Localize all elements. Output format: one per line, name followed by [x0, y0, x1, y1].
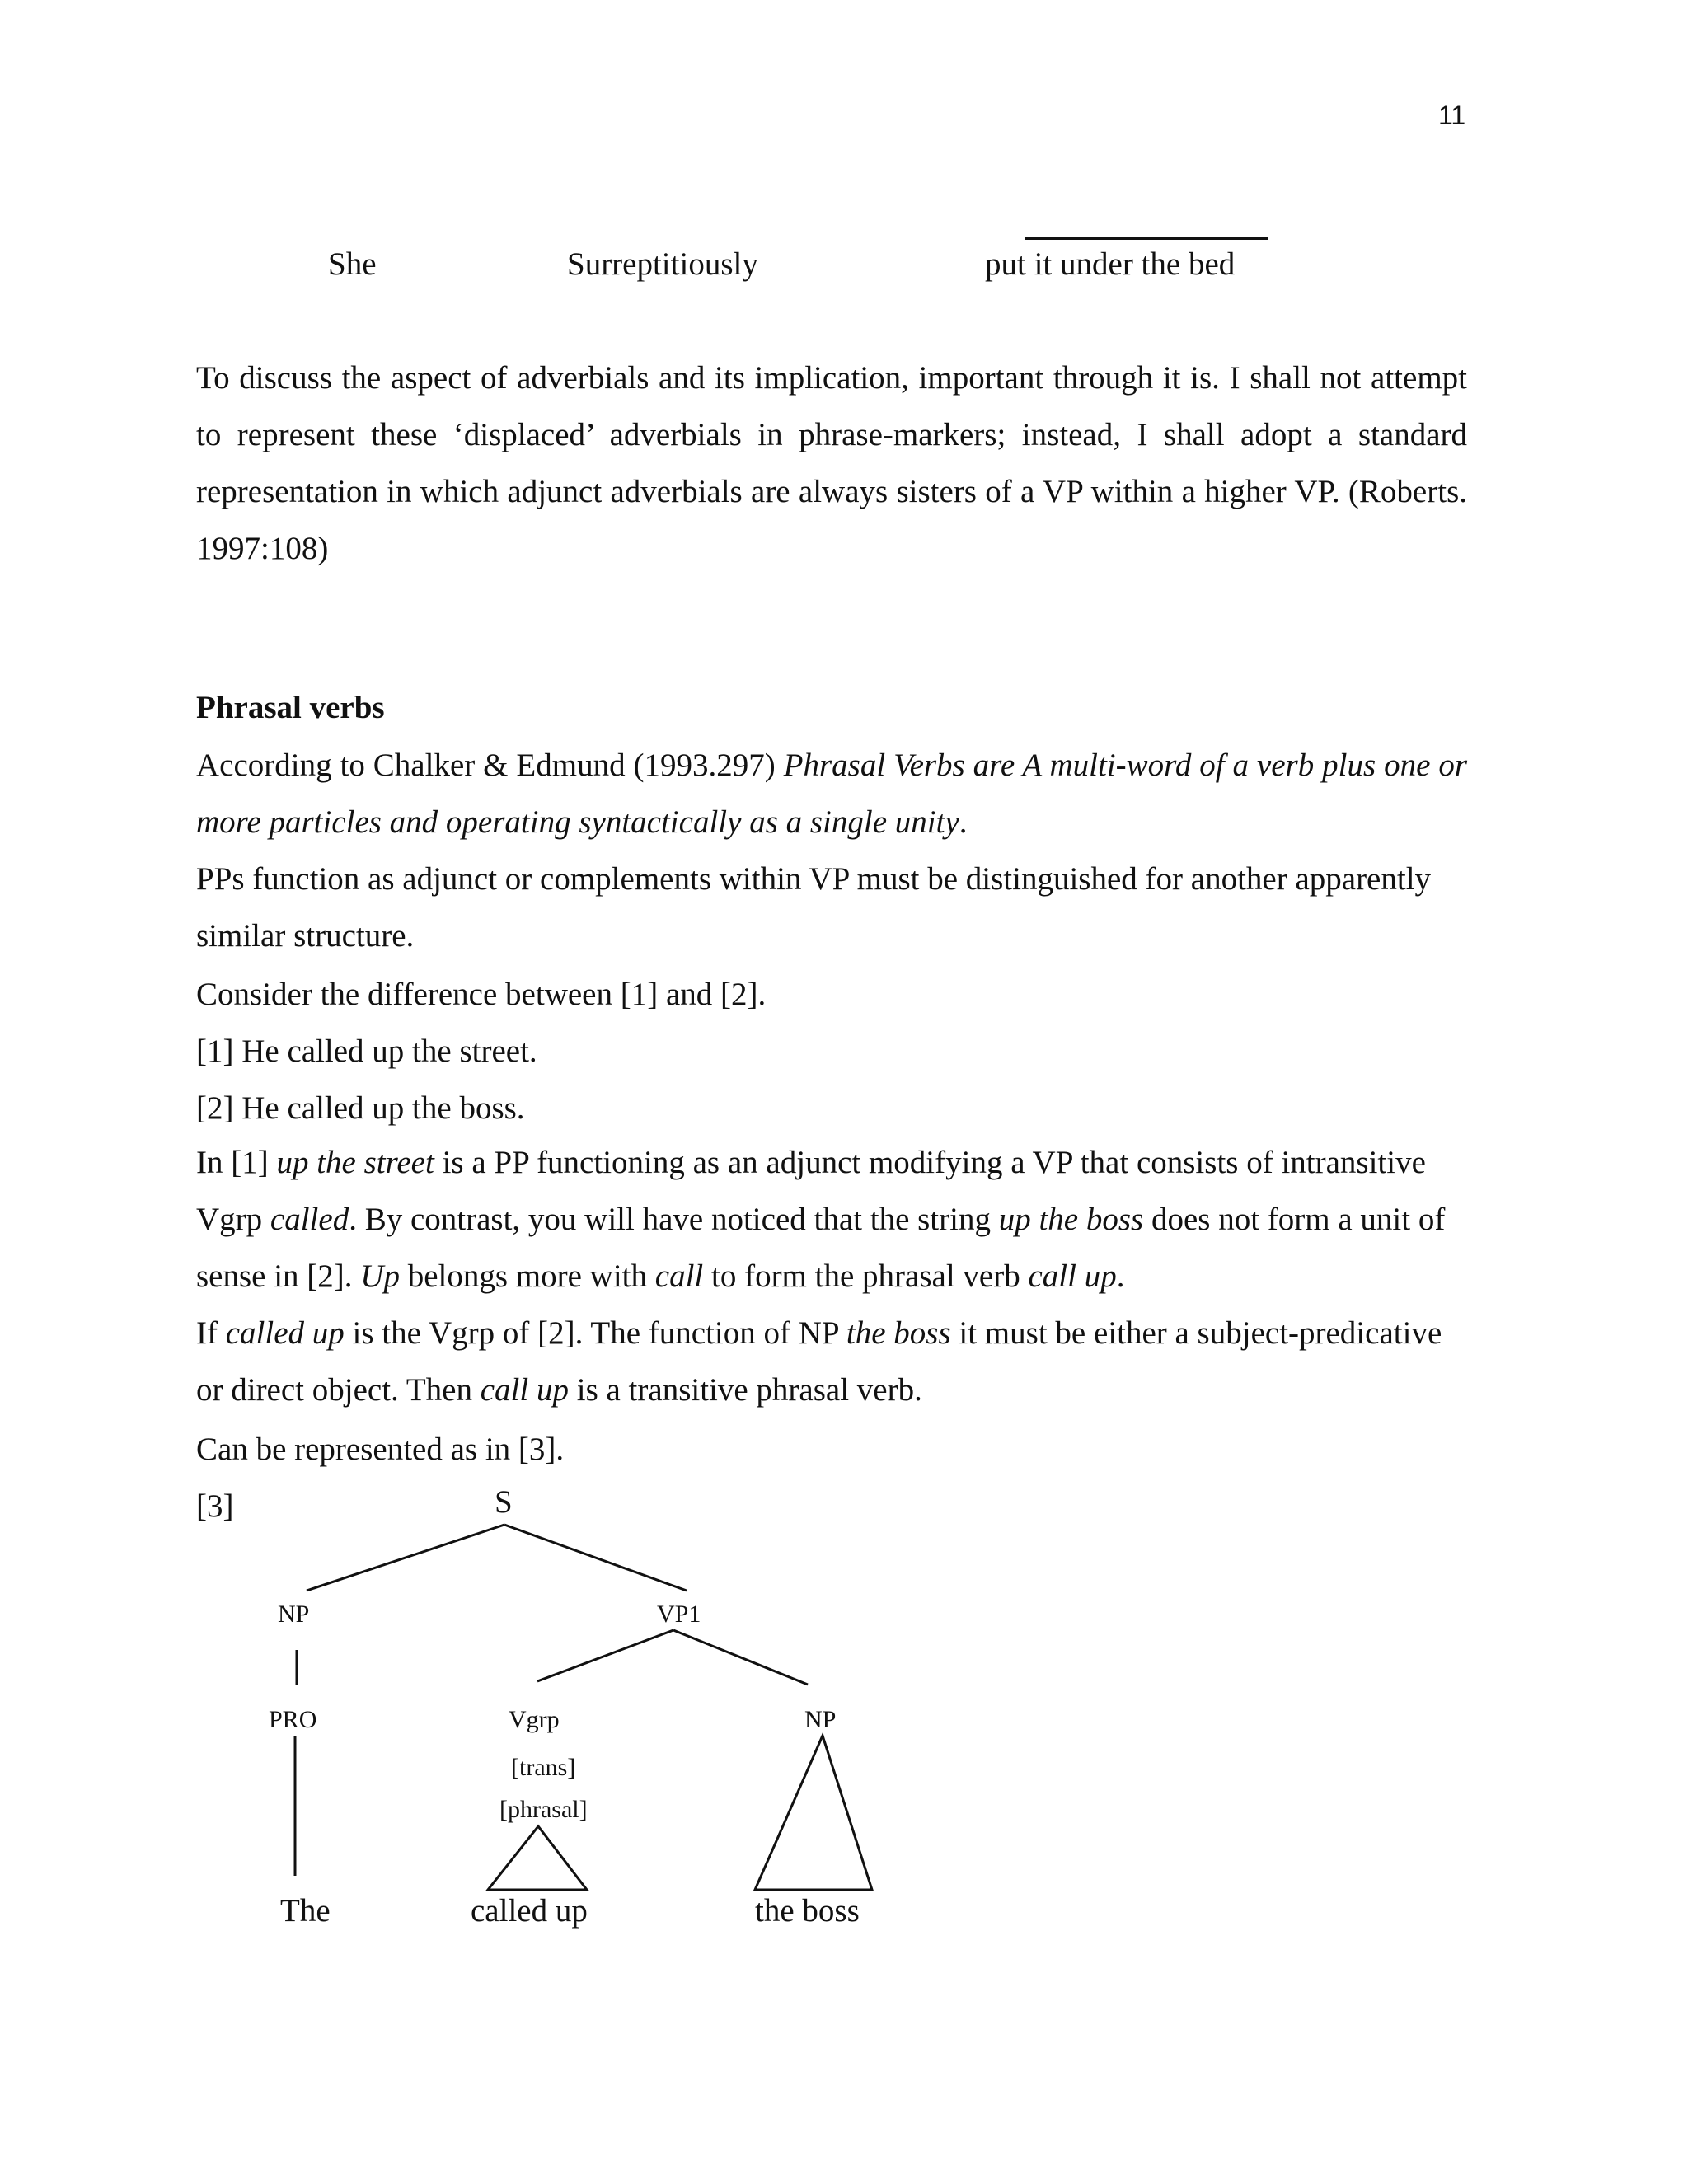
definition-lead: According to Chalker & Edmund (1993.297)	[196, 748, 784, 783]
tree-node-vgrp: Vgrp	[509, 1706, 560, 1733]
page-number: 11	[1438, 101, 1466, 130]
example-adverb: Surreptitiously	[567, 246, 758, 282]
paragraph-if: If called up is the Vgrp of [2]. The function of NP the boss it must be either a subject-predicative or direct object. Then call up is a transitive phrasal verb.	[196, 1315, 1442, 1408]
tree-leaf-called-up: called up	[471, 1893, 588, 1929]
triangle-vgrp	[488, 1826, 587, 1890]
consider-line: Consider the difference between [1] and [2].	[196, 977, 767, 1012]
paragraph-pps: PPs function as adjunct or complements within VP must be distinguished for another apparently similar structure.	[196, 861, 1432, 954]
edge-vp1-vgrp	[537, 1630, 673, 1681]
example-predicate: put it under the bed	[985, 246, 1236, 282]
tree-node-np: NP	[278, 1601, 310, 1628]
tree-feature-trans: [trans]	[511, 1754, 576, 1781]
tree-leaf-the-boss: the boss	[755, 1893, 860, 1929]
definition-italic: Phrasal Verbs are A multi-word of a verb plus one or more particles and operating syntactically as a single unity	[196, 748, 1467, 840]
represented-line: Can be represented as in [3].	[196, 1432, 565, 1467]
tree-label: [3]	[196, 1488, 234, 1524]
tree-node-vp1: VP1	[657, 1601, 701, 1628]
example-2: [2] He called up the boss.	[196, 1090, 525, 1126]
paragraph-adverbials: To discuss the aspect of adverbials and its implication, important through it is. I shall not attempt to represent these ‘displaced’ adverbials in phrase-markers; instead, I shall adopt a standard representation in which adjunct adverbials are always sisters of a VP within a higher VP. (Roberts. 1997:108)	[196, 360, 1467, 566]
tree-node-np2: NP	[804, 1706, 837, 1733]
paragraph-in1: In [1] up the street is a PP functioning as an adjunct modifying a VP that consists of intransitive Vgrp called. By contrast, you will have noticed that the string up the boss does not form a unit of sense in [2]. Up belongs more with call to form the phrasal verb call up.	[196, 1145, 1446, 1294]
edge-s-np	[307, 1525, 504, 1591]
edge-s-vp1	[504, 1525, 687, 1591]
edge-vp1-np	[673, 1630, 808, 1685]
definition-end: .	[959, 804, 968, 840]
tree-feature-phrasal: [phrasal]	[499, 1796, 588, 1823]
example-1: [1] He called up the street.	[196, 1033, 537, 1069]
example-subject: She	[328, 246, 377, 282]
tree-node-pro: PRO	[269, 1706, 317, 1733]
tree-leaf-the: The	[280, 1893, 331, 1929]
tree-node-s: S	[495, 1484, 513, 1520]
triangle-np	[755, 1736, 872, 1890]
section-heading: Phrasal verbs	[196, 690, 385, 725]
